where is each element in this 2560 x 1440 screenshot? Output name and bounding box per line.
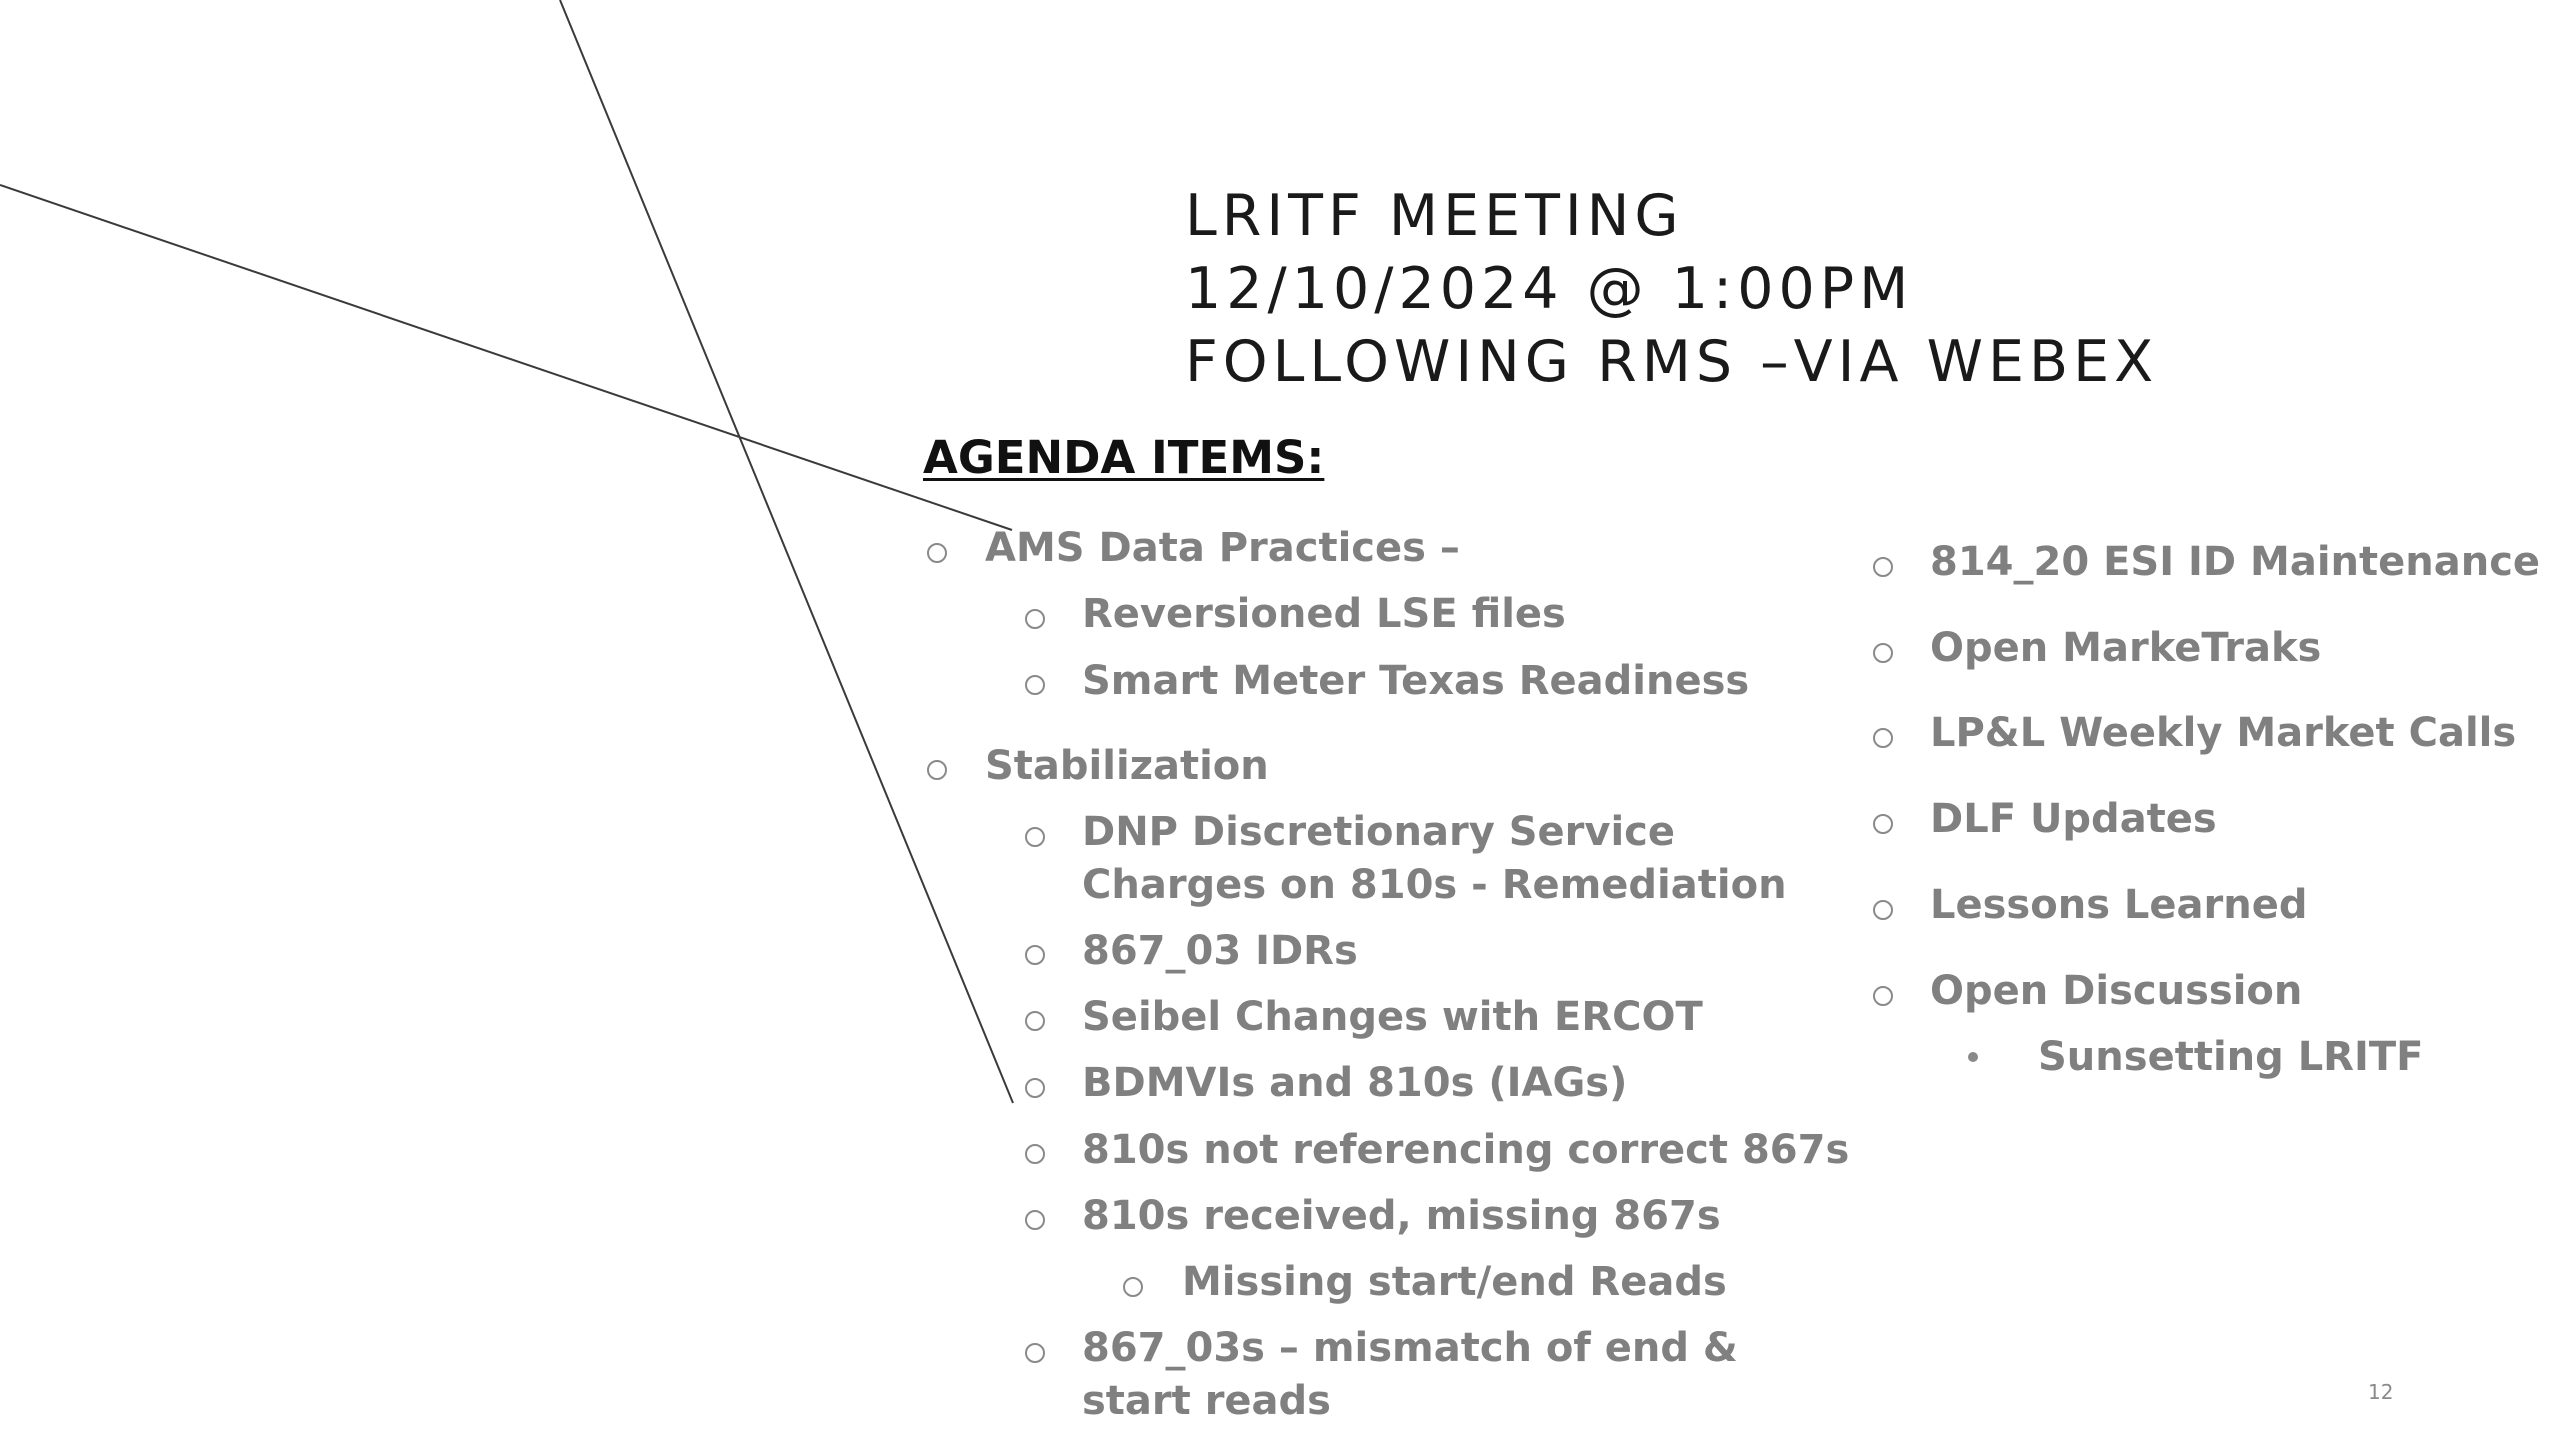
agenda-subsubitem: Missing start/end Reads [1182,1259,1727,1305]
bullet-dot-icon [1968,1052,1978,1062]
page-number: 12 [2368,1380,2394,1404]
bullet-circle-icon [1873,643,1893,663]
bullet-circle-icon [1025,1011,1045,1031]
bullet-circle-icon [1025,827,1045,847]
agenda-item: LP&L Weekly Market Calls [1930,710,2517,756]
bullet-circle-icon [927,543,947,563]
bullet-circle-icon [1025,1144,1045,1164]
bullet-circle-icon [1025,1078,1045,1098]
agenda-item: Stabilization [985,743,1269,789]
bullet-circle-icon [1873,900,1893,920]
agenda-subitem: 810s received, missing 867s [1082,1193,1721,1239]
agenda-subitem: Smart Meter Texas Readiness [1082,658,1750,704]
agenda-item: Open MarkeTraks [1930,625,2322,671]
agenda-subitem: Seibel Changes with ERCOT [1082,994,1703,1040]
title-line: LRITF MEETING [1185,183,1684,249]
agenda-subitem-continuation: start reads [1082,1378,1331,1424]
agenda-item: 814_20 ESI ID Maintenance [1930,539,2541,585]
bullet-circle-icon [1873,986,1893,1006]
agenda-subitem: 867_03 IDRs [1082,928,1358,974]
bullet-circle-icon [1025,945,1045,965]
bullet-circle-icon [1873,814,1893,834]
bullet-circle-icon [1025,1210,1045,1230]
agenda-subitem: Reversioned LSE files [1082,591,1566,637]
decorative-line-shallow [0,185,1012,530]
agenda-subitem: BDMVIs and 810s (IAGs) [1082,1060,1628,1106]
agenda-heading: AGENDA ITEMS: [923,431,1325,484]
bullet-circle-icon [1025,609,1045,629]
agenda-item: DLF Updates [1930,796,2217,842]
agenda-subitem: DNP Discretionary Service [1082,809,1676,855]
bullet-circle-icon [1873,728,1893,748]
agenda-subitem: 867_03s – mismatch of end & [1082,1325,1738,1371]
agenda-subitem-continuation: Charges on 810s - Remediation [1082,862,1787,908]
bullet-circle-icon [1873,557,1893,577]
bullet-circle-icon [1123,1277,1143,1297]
agenda-subitem: 810s not referencing correct 867s [1082,1127,1850,1173]
bullet-circle-icon [1025,675,1045,695]
bullet-circle-icon [1025,1343,1045,1363]
slide-title [1185,180,2158,399]
title-line: FOLLOWING RMS –VIA WEBEX [1185,329,2159,395]
agenda-item: Lessons Learned [1930,882,2308,928]
agenda-subitem: Sunsetting LRITF [2038,1034,2424,1080]
title-line: 12/10/2024 @ 1:00PM [1185,256,1914,322]
agenda-item: AMS Data Practices – [985,525,1460,571]
bullet-circle-icon [927,760,947,780]
agenda-item: Open Discussion [1930,968,2303,1014]
